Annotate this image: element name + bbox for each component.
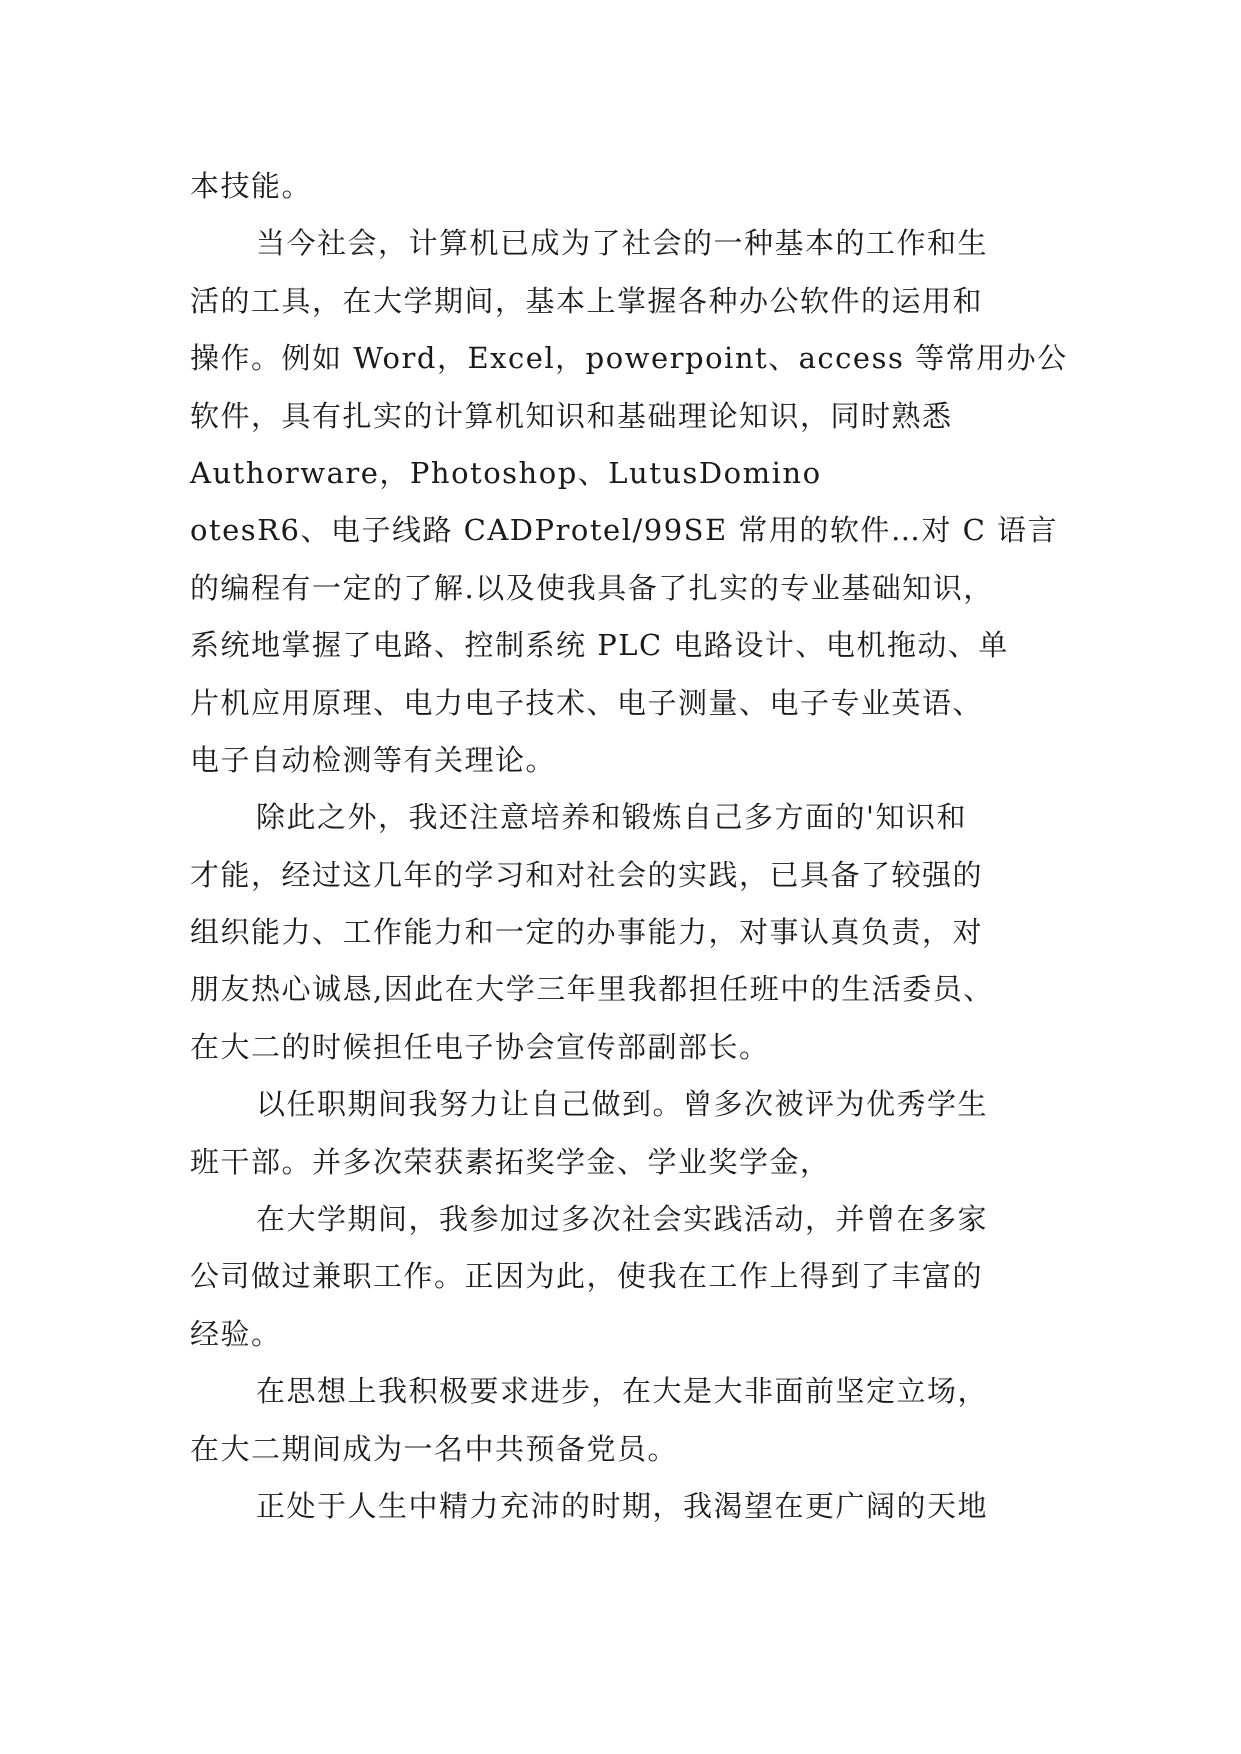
text-line: 在思想上我积极要求进步，在大是大非面前坚定立场，: [256, 1374, 989, 1409]
text-line: 当今社会，计算机已成为了社会的一种基本的工作和生: [256, 226, 989, 261]
text-line: 才能，经过这几年的学习和对社会的实践，已具备了较强的: [190, 857, 984, 892]
text-line: 班干部。并多次荣获素拓奖学金、学业奖学金，: [190, 1144, 831, 1179]
text-line: otesR6、电子线路 CADProtel/99SE 常用的软件…对 C 语言: [190, 513, 1059, 548]
text-line: 在大二的时候担任电子协会宣传部副部长。: [190, 1029, 770, 1064]
text-line: 软件，具有扎实的计算机知识和基础理论知识，同时熟悉: [190, 398, 953, 433]
document-body: [190, 158, 1070, 1535]
text-line: 本技能。: [190, 169, 313, 203]
text-line: 操作。例如 Word，Excel，powerpoint、access 等常用办公: [190, 341, 1068, 376]
text-line: 活的工具，在大学期间，基本上掌握各种办公软件的运用和: [190, 283, 984, 318]
text-line: 公司做过兼职工作。正因为此，使我在工作上得到了丰富的: [190, 1259, 984, 1294]
text-line: 电子自动检测等有关理论。: [190, 742, 557, 777]
text-line: 组织能力、工作能力和一定的办事能力，对事认真负责，对: [190, 915, 984, 950]
text-line: 以任职期间我努力让自己做到。曾多次被评为优秀学生: [256, 1087, 989, 1122]
text-line: 朋友热心诚恳,因此在大学三年里我都担任班中的生活委员、: [190, 972, 994, 1007]
text-line: Authorware，Photoshop、LutusDomino: [190, 455, 822, 490]
text-line: 系统地掌握了电路、控制系统 PLC 电路设计、电机拖动、单: [190, 628, 1009, 663]
text-line: 经验。: [190, 1316, 282, 1351]
text-line: 在大学期间，我参加过多次社会实践活动，并曾在多家: [256, 1202, 989, 1237]
text-line: 片机应用原理、电力电子技术、电子测量、电子专业英语、: [190, 685, 984, 720]
text-line: 正处于人生中精力充沛的时期，我渴望在更广阔的天地: [256, 1488, 989, 1523]
text-line: 的编程有一定的了解.以及使我具备了扎实的专业基础知识，: [190, 570, 994, 605]
text-line: 除此之外，我还注意培养和锻炼自己多方面的'知识和: [256, 800, 967, 835]
text-line: 在大二期间成为一名中共预备党员。: [190, 1431, 679, 1466]
